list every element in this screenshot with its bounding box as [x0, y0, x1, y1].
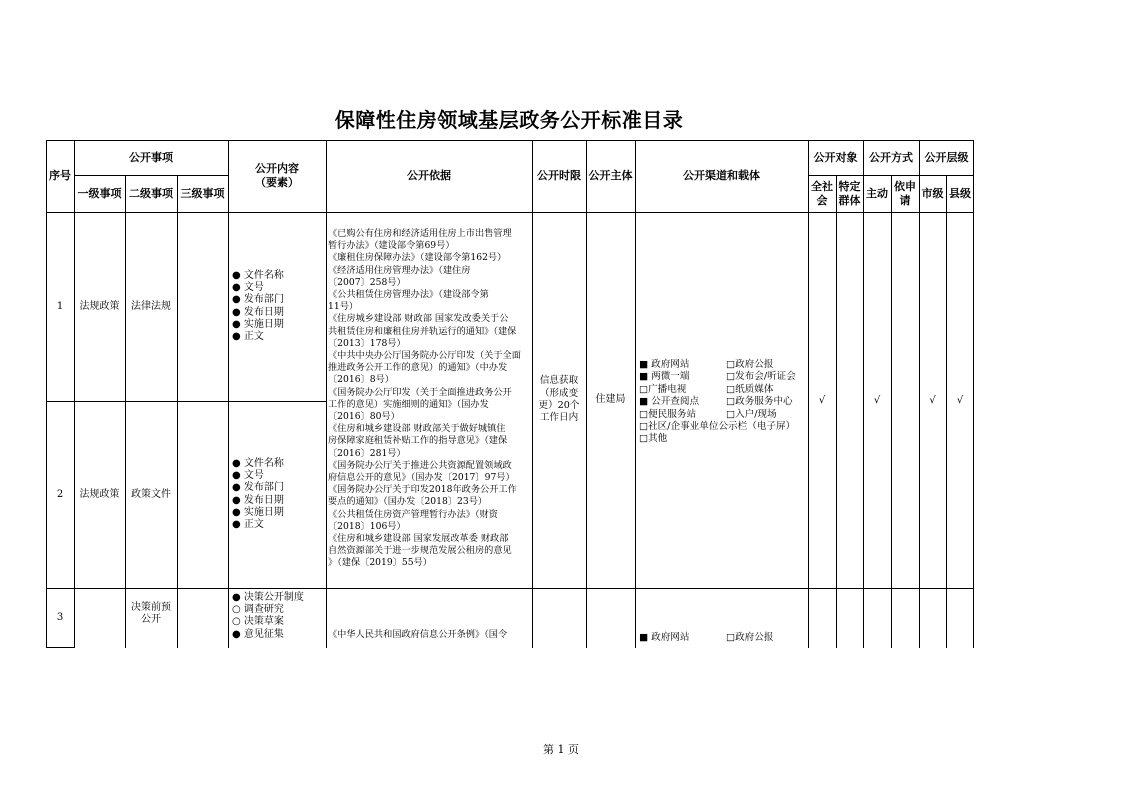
col-line [177, 175, 178, 648]
basis-line: 《公共租赁住房管理办法》（建设部令第 [328, 289, 489, 301]
content-item: ● 发布日期 [232, 306, 284, 318]
row3-level2: 决策前预 公开 [131, 602, 171, 625]
header-target: 公开对象 [813, 150, 858, 164]
row3-seq: 3 [56, 611, 64, 623]
channel-option: ■ 公开查阅点 [639, 396, 700, 408]
header-target-group: 特定 群体 [838, 179, 861, 207]
header-level-city: 市级 [921, 186, 944, 200]
channel-option: □便民服务站 [639, 408, 697, 420]
channel-row [639, 371, 795, 383]
basis-line: 《公共租赁住房资产管理暂行办法》（财资 [328, 508, 498, 520]
basis-line: 《中共中央办公厅国务院办公厅印发（关于全面 [328, 350, 521, 362]
content-item: ● 意见征集 [232, 628, 284, 640]
channel-row [639, 409, 795, 421]
basis-line: 自然资源部关于进一步规范发展公租房的意见 [328, 545, 512, 557]
content-item: ● 文号 [232, 282, 264, 294]
col-line [836, 175, 837, 648]
row2-level1: 法规政策 [79, 488, 120, 500]
basis-line: 〔2016〕281号） [328, 447, 406, 459]
basis-line: 工作的意见）实施细则的通知》（国办发 [328, 398, 489, 410]
channel-row [639, 384, 795, 396]
basis-line: 《国务院办公厅关于印发2018年政务公开工作 [328, 484, 517, 496]
page-number: 第 1 页 [543, 743, 579, 756]
header-level1: 一级事项 [77, 186, 122, 200]
channel-list [639, 359, 795, 446]
basis-line: 《住房和城乡建设部 国家发展改革委 财政部 [328, 533, 509, 545]
row2-level2: 政策文件 [131, 488, 171, 500]
basis-line: 暂行办法》（建设部令第69号） [328, 240, 455, 252]
content-item: ○ 决策草案 [232, 616, 284, 628]
col-line [808, 140, 809, 648]
row1-level1: 法规政策 [79, 300, 120, 312]
catalog-table [46, 140, 974, 648]
channel-option: □政府公报 [726, 359, 774, 370]
channel-row [639, 359, 795, 371]
content-item: ● 文号 [232, 470, 264, 482]
channel-option: ■ 两微一端 [639, 371, 690, 383]
basis-line: 《住房城乡建设部 财政部 国家发改委关于公 [328, 313, 509, 325]
row1-content-list [232, 270, 284, 343]
basis-line: 府信息公开的意见》（国办发〔2017〕97号） [328, 472, 515, 484]
channel-row [639, 632, 774, 644]
col-line [863, 140, 864, 648]
content-item: ● 发布日期 [232, 494, 284, 506]
col-line [973, 140, 974, 648]
basis-line: 11号） [328, 301, 359, 313]
header-level: 公开层级 [924, 150, 969, 164]
public-subject: 住建局 [595, 394, 626, 405]
basis-line: 共租赁住房和廉租住房并轨运行的通知》（建保 [328, 325, 517, 337]
basis-line: 》（建保〔2019〕55号） [328, 557, 432, 569]
col-line [635, 140, 636, 648]
row1-seq: 1 [56, 300, 64, 312]
content-item: ● 文件名称 [232, 270, 284, 281]
header-seq: 序号 [49, 169, 71, 182]
header-level2: 二级事项 [129, 186, 173, 200]
basis-line: 《国务院办公厅关于推进公共资源配置领域政 [328, 459, 512, 471]
row3-basis: 《中华人民共和国政府信息公开条例》（国令 [328, 629, 508, 640]
channel-row [639, 396, 795, 408]
channel-option: □纸质媒体 [726, 383, 774, 395]
channel-option: □广播电视 [639, 383, 687, 395]
basis-line: 推进政务公开工作的意见）的通知》（中办发 [328, 362, 508, 374]
channel-option: □其他 [639, 433, 668, 445]
basis-line: 房保障家庭租赁补贴工作的指导意见》（建保 [328, 435, 508, 447]
basis-line: 〔2013〕178号） [328, 337, 406, 349]
header-basis: 公开依据 [407, 169, 451, 182]
header-method: 公开方式 [869, 150, 913, 164]
header-target-all: 全社 会 [811, 179, 833, 207]
basis-line: 《国务院办公厅印发（关于全面推进政务公开 [328, 386, 512, 398]
channel-option: □政府公报 [726, 632, 774, 643]
row3-channel-list [639, 632, 774, 644]
col-line [946, 175, 947, 648]
channel-row [639, 433, 795, 445]
channel-option: □入户/现场 [726, 408, 777, 420]
basis-line: 〔2018〕106号） [328, 520, 406, 532]
col-line [228, 140, 229, 648]
header-method-active: 主动 [866, 186, 888, 200]
channel-row [639, 421, 795, 433]
table-border-bottom [46, 647, 74, 648]
channel-option: □社区/企事业单位公示栏（电子屏） [639, 420, 796, 432]
row-divider [46, 588, 974, 589]
col-line [891, 175, 892, 648]
row3-content-list [232, 592, 304, 641]
basis-line: 〔2016〕80号） [328, 411, 400, 423]
channel-option: □政务服务中心 [726, 396, 793, 408]
check-level-city: √ [929, 395, 936, 406]
check-method-active: √ [873, 395, 881, 406]
page-title: 保障性住房领域基层政务公开标准目录 [334, 108, 684, 132]
basis-list [328, 228, 521, 570]
channel-option: ■ 政府网站 [639, 359, 690, 370]
basis-line: 《经济适用住房管理办法》（建住房 [328, 264, 471, 276]
header-method-request: 依申 请 [894, 179, 916, 207]
row2-content-list [232, 458, 284, 531]
header-bottom [46, 212, 974, 213]
content-item: ● 正文 [232, 518, 264, 530]
basis-line: 要点的通知》（国办发〔2018〕23号） [328, 496, 488, 508]
col-line [326, 140, 327, 648]
header-subject: 公开主体 [588, 169, 633, 182]
content-item: ● 正文 [232, 330, 264, 342]
check-target-all: √ [818, 395, 826, 406]
basis-line: 《已购公有住房和经济适用住房上市出售管理 [328, 228, 512, 239]
header-level3: 三级事项 [180, 186, 225, 200]
content-item: ● 文件名称 [232, 458, 284, 469]
basis-line: 〔2007〕258号） [328, 276, 406, 288]
row2-seq: 2 [56, 488, 64, 500]
channel-option: □发布会/听证会 [726, 371, 796, 383]
col-line [919, 140, 920, 648]
row1-level2: 法律法规 [131, 300, 171, 312]
basis-line: 〔2016〕8号） [328, 374, 394, 386]
content-item: ● 决策公开制度 [232, 592, 304, 603]
check-level-county: √ [956, 395, 964, 406]
basis-line: 《廉租住房保障办法》（建设部令第162号） [328, 252, 507, 264]
basis-line: 《住房和城乡建设部 财政部关于做好城镇住 [328, 423, 506, 435]
header-time-limit: 公开时限 [537, 169, 581, 182]
header-public-items: 公开事项 [129, 150, 173, 164]
content-item: ○ 调查研究 [232, 604, 284, 616]
content-item: ● 实施日期 [232, 506, 284, 518]
content-item: ● 实施日期 [232, 318, 284, 330]
header-channel: 公开渠道和载体 [683, 169, 760, 182]
content-item: ● 发布部门 [232, 482, 284, 494]
header-content: 公开内容 （要素） [255, 162, 299, 189]
header-level-county: 县级 [949, 186, 971, 200]
time-limit: 信息获取 （形成变 更）20个 工作日内 [538, 375, 580, 424]
channel-option: ■ 政府网站 [639, 632, 690, 643]
content-item: ● 发布部门 [232, 294, 284, 306]
